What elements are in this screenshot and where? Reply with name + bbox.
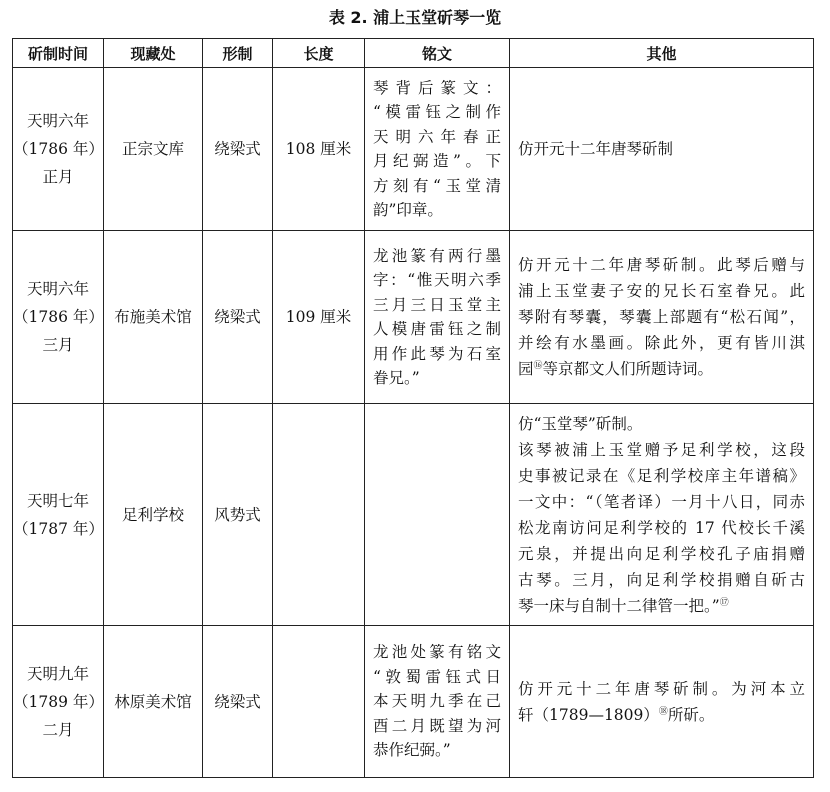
table-row [13, 231, 814, 404]
form-cell: 绕梁式 [203, 68, 273, 231]
other-cell: 仿“玉堂琴”斫制。 该琴被浦上玉堂赠予足利学校，这段 史事被记录在《足利学校庠主年谱稿》 一文中：“（笔者译）一月十八日，同赤 松龙南访问足利学校的 17 代校长千溪 元泉，并提出向足利学校孔子庙捐赠 古琴。三月，向足利学校捐赠自斫古 琴一床与自制十二律管一把。”⑰ [510, 404, 814, 626]
table-caption: 表 2. 浦上玉堂斫琴一览 [328, 8, 502, 27]
period-cell: 天明七年 （1787 年） [13, 404, 104, 626]
other-cell: 仿开元十二年唐琴斫制 [510, 68, 814, 231]
inscription-cell [365, 404, 510, 626]
header-other: 其他 [510, 39, 814, 68]
inscription-cell: 龙池处篆有铭文 “敦蜀雷钰式日 本天明九季在己 酉二月既望为河 恭作纪弼。” [365, 626, 510, 778]
length-cell: 108 厘米 [273, 68, 365, 231]
footnote-marker: ⑰ [719, 597, 729, 608]
footnote-marker: ⑱ [658, 706, 668, 717]
header-inscription: 铭文 [365, 39, 510, 68]
other-cell: 仿开元十二年唐琴斫制。此琴后赠与 浦上玉堂妻子安的兄长石室眷兄。此 琴附有琴囊，琴囊上部题有“松石闻”， 并绘有水墨画。除此外，更有皆川淇 园⑯等京都文人们所题诗词。 [510, 231, 814, 404]
other-cell: 仿开元十二年唐琴斫制。为河本立 轩（1789—1809）⑱所斫。 [510, 626, 814, 778]
period-cell: 天明六年 （1786 年） 三月 [13, 231, 104, 404]
header-length: 长度 [273, 39, 365, 68]
header-time: 斫制时间 [13, 39, 104, 68]
period-cell: 天明九年 （1789 年） 二月 [13, 626, 104, 778]
length-cell [273, 404, 365, 626]
collection-cell: 足利学校 [104, 404, 203, 626]
header-collection: 现藏处 [104, 39, 203, 68]
inscription-cell: 琴背后篆文： “模雷钰之制作 天明六年春正 月纪弼造”。下 方刻有“玉堂清 韵”印章。 [365, 68, 510, 231]
collection-cell: 正宗文库 [104, 68, 203, 231]
period-cell: 天明六年 （1786 年） 正月 [13, 68, 104, 231]
collection-cell: 林原美术馆 [104, 626, 203, 778]
form-cell: 绕梁式 [203, 231, 273, 404]
collection-cell: 布施美术馆 [104, 231, 203, 404]
table-row [13, 626, 814, 778]
inscription-cell: 龙池篆有两行墨 字：“惟天明六季 三月三日玉堂主 人模唐雷钰之制 用作此琴为石室 眷兄。” [365, 231, 510, 404]
length-cell: 109 厘米 [273, 231, 365, 404]
length-cell [273, 626, 365, 778]
form-cell: 风势式 [203, 404, 273, 626]
header-form: 形制 [203, 39, 273, 68]
table-row [13, 68, 814, 231]
header-row [13, 39, 814, 68]
form-cell: 绕梁式 [203, 626, 273, 778]
qin-table [12, 38, 814, 778]
table-row [13, 404, 814, 626]
footnote-marker: ⑯ [533, 361, 543, 371]
